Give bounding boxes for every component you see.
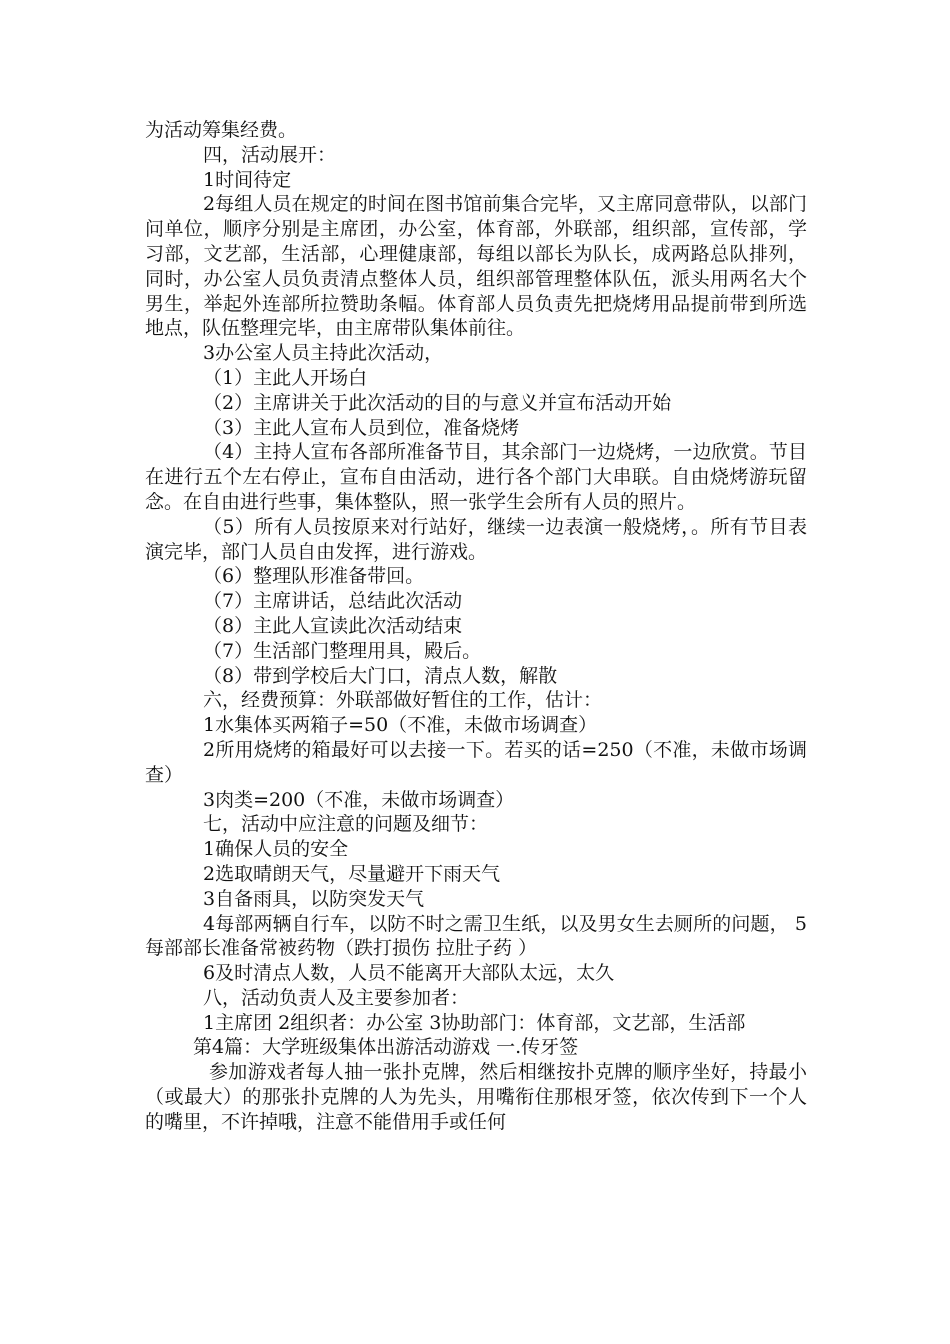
paragraph: 2每组人员在规定的时间在图书馆前集合完毕，又主席同意带队，以部门问单位，顺序分别是主席团，办公室，体育部，外联部，组织部，宣传部，学习部，文艺部，生活部，心理健康部，每组以部长为队长，成两路总队排列，同时，办公室人员负责清点整体人员，组织部管理整体队伍，派头用两名大个男生，举起外连部所拉赞助条幅。体育部人员负责先把烧烤用品提前带到所选地点，队伍整理完毕，由主席带队集体前往。 <box>145 193 807 340</box>
list-item: （1）主此人开场白 <box>203 366 368 389</box>
section-heading: 六，经费预算：外联部做好暂住的工作，估计： <box>203 689 603 712</box>
paragraph: 参加游戏者每人抽一张扑克牌，然后相继按扑克牌的顺序坐好，持最小（或最大）的那张扑克牌的人为先头，用嘴衔住那根牙签，依次传到下一个人的嘴里，不许掉哦，注意不能借用手或任何 <box>145 1061 807 1133</box>
list-item: 3自备雨具，以防突发天气 <box>203 887 425 910</box>
list-item: （2）主席讲关于此次活动的目的与意义并宣布活动开始 <box>203 391 672 414</box>
list-item: 1水集体买两箱子=50（不准，未做市场调查） <box>203 714 598 737</box>
paragraph: 为活动筹集经费。 <box>145 119 298 141</box>
paragraph: 1时间待定 <box>203 168 292 191</box>
list-item: 6及时清点人数，人员不能离开大部队太远，太久 <box>203 962 615 985</box>
document-page <box>145 118 807 1135</box>
section-heading: 四，活动展开： <box>203 143 337 166</box>
list-item: （6）整理队形准备带回。 <box>203 565 425 588</box>
list-item: （8）带到学校后大门口，清点人数，解散 <box>203 664 558 687</box>
list-item: （5）所有人员按原来对行站好，继续一边表演一般烧烤，。所有节目表演完毕，部门人员自由发挥，进行游戏。 <box>145 515 807 563</box>
paragraph: 3办公室人员主持此次活动， <box>203 342 444 365</box>
list-item: （3）主此人宣布人员到位，准备烧烤 <box>203 416 520 439</box>
section-heading: 七，活动中应注意的问题及细节： <box>203 813 489 836</box>
list-item: 3肉类=200（不准，未做市场调查） <box>203 788 515 811</box>
paragraph: 1主席团 2组织者：办公室 3协助部门：体育部，文艺部，生活部 <box>203 1011 746 1034</box>
list-item: （8）主此人宣读此次活动结束 <box>203 614 463 637</box>
section-heading: 八，活动负责人及主要参加者： <box>203 986 470 1009</box>
list-item: （7）主席讲话，总结此次活动 <box>203 590 463 613</box>
list-item: 2所用烧烤的箱最好可以去接一下。若买的话=250（不准，未做市场调查） <box>145 738 807 786</box>
list-item: 2选取晴朗天气，尽量避开下雨天气 <box>203 862 501 885</box>
list-item: （7）生活部门整理用具，殿后。 <box>203 639 482 662</box>
list-item: 1确保人员的安全 <box>203 838 349 861</box>
article-title: 第4篇：大学班级集体出游活动游戏 一.传牙签 <box>193 1036 579 1059</box>
list-item: （4）主持人宣布各部所准备节目，其余部门一边烧烤，一边欣赏。节目在进行五个左右停止，宣布自由活动，进行各个部门大串联。自由烧烤游玩留念。在自由进行些事，集体整队，照一张学生会所有人员的照片。 <box>145 441 807 513</box>
list-item: 4每部两辆自行车，以防不时之需卫生纸，以及男女生去厕所的问题， 5每部部长准备常被药物（跌打损伤 拉肚子药 ） <box>145 912 807 960</box>
